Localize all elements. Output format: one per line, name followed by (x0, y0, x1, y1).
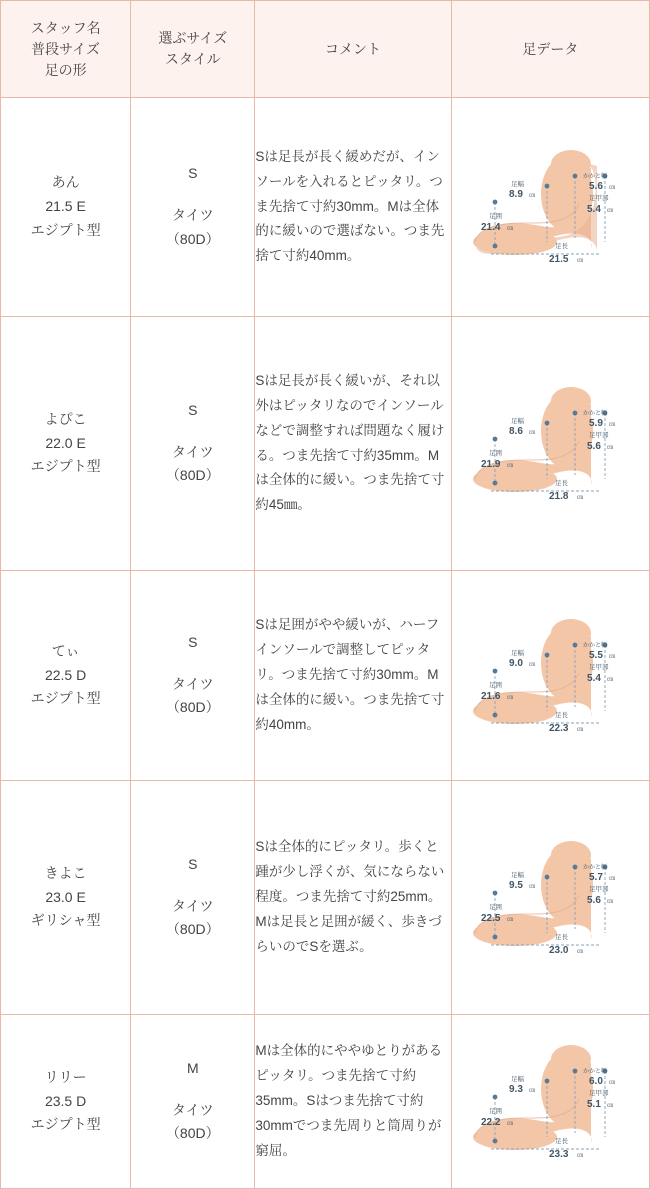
heel-width-label: かかと幅 (583, 1068, 608, 1075)
table-row (1, 1015, 650, 1189)
foot-width-unit: ㎝ (529, 1087, 536, 1094)
foot-data-cell (451, 98, 649, 317)
column-header-comment (255, 1, 451, 98)
foot-diagram (455, 833, 645, 963)
chosen-size-cell (131, 571, 255, 781)
staff-foot-shape: エジプト型 (30, 221, 101, 238)
heel-width-unit: ㎝ (609, 185, 616, 191)
instep-value: 5.4 (587, 204, 602, 215)
girth-label: 足囲 (489, 903, 503, 911)
table-header-row (1, 1, 650, 98)
length-label: 足長 (555, 1137, 569, 1145)
length-unit: ㎝ (577, 258, 584, 264)
foot-width-unit: ㎝ (529, 661, 536, 668)
foot-data-cell (451, 781, 649, 1015)
instep-value: 5.4 (587, 672, 602, 684)
staff-name: リリー (44, 1068, 87, 1085)
heel-width-value: 6.0 (589, 1075, 604, 1087)
comment-cell: Sは足長が長く緩いが、それ以外はピッタリなのでインソールなどで調整すれば問題なく履ける。つま先捨て寸約35mm。Mは全体的に緩い。つま先捨て寸約45㎜。 (255, 317, 451, 571)
girth-label: 足囲 (489, 681, 503, 689)
instep-unit: ㎝ (607, 898, 614, 905)
column-header-comment-line1: コメント (325, 40, 382, 57)
staff-foot-shape: エジプト型 (30, 1116, 101, 1133)
column-header-footdata (451, 1, 649, 98)
heel-width-label: かかと幅 (583, 174, 608, 180)
length-label: 足長 (555, 479, 569, 487)
girth-value: 21.6 (481, 690, 501, 702)
length-label: 足長 (555, 711, 569, 719)
comment-cell: Sは足囲がやや緩いが、ハーフインソールで調整してピッタリ。つま先捨て寸約30mm。Mは全体的に緩い。つま先捨て寸約40mm。 (255, 571, 451, 781)
heel-width-label: かかと幅 (583, 864, 608, 871)
column-header-footdata-line1: 足データ (522, 40, 579, 57)
girth-value: 22.5 (481, 912, 501, 924)
length-unit: ㎝ (577, 494, 584, 501)
style-line2: （80D） (165, 1125, 220, 1142)
staff-usual-size: 22.5 D (44, 666, 87, 683)
girth-unit: ㎝ (507, 1120, 514, 1127)
chosen-size: M (186, 1059, 199, 1076)
heel-width-label: かかと幅 (583, 642, 608, 649)
length-value: 21.5 (549, 254, 569, 265)
heel-width-unit: ㎝ (609, 1079, 616, 1086)
staff-name: てぃ (51, 642, 80, 659)
foot-width-value: 8.9 (509, 189, 524, 200)
foot-data-cell (451, 1015, 649, 1189)
staff-usual-size: 23.0 E (45, 888, 86, 905)
foot-diagram (455, 611, 645, 741)
instep-unit: ㎝ (607, 676, 614, 683)
column-header-staff-line1: スタッフ名 (30, 19, 101, 36)
chosen-size-cell (131, 98, 255, 317)
comment-cell: Sは全体的にピッタリ。歩くと踵が少し浮くが、気にならない程度。つま先捨て寸約25mm。Mは足長と足囲が緩く、歩きづらいのでSを選ぶ。 (255, 781, 451, 1015)
foot-width-label: 足幅 (511, 871, 525, 879)
heel-width-value: 5.6 (589, 181, 604, 192)
staff-foot-shape: エジプト型 (30, 690, 101, 707)
style-line1: タイツ (171, 1101, 214, 1118)
instep-label: 足甲部 (589, 195, 609, 202)
style-line1: タイツ (171, 675, 214, 692)
style-line2: （80D） (165, 230, 220, 247)
instep-value: 5.6 (587, 894, 602, 906)
heel-width-unit: ㎝ (609, 653, 616, 660)
length-unit: ㎝ (577, 948, 584, 955)
heel-width-value: 5.9 (589, 417, 604, 429)
girth-value: 21.9 (481, 458, 501, 470)
length-value: 21.8 (549, 490, 569, 502)
length-value: 22.3 (549, 722, 569, 734)
staff-name: よぴこ (44, 410, 87, 427)
staff-usual-size: 22.0 E (45, 434, 86, 451)
column-header-size-line1: 選ぶサイズ (158, 30, 228, 46)
chosen-size-cell (131, 317, 255, 571)
girth-unit: ㎝ (507, 916, 514, 923)
style-line2: （80D） (165, 921, 220, 938)
style-line1: タイツ (171, 897, 214, 914)
staff-name: あん (51, 174, 80, 191)
instep-unit: ㎝ (607, 444, 614, 451)
column-header-size (131, 1, 255, 98)
table-row (1, 571, 650, 781)
foot-data-cell (451, 317, 649, 571)
staff-foot-shape: ギリシャ型 (30, 912, 101, 929)
heel-width-unit: ㎝ (609, 421, 616, 428)
staff-usual-size: 23.5 D (44, 1092, 87, 1109)
staff-usual-size: 21.5 E (45, 198, 86, 215)
foot-width-value: 9.5 (509, 879, 524, 891)
staff-name: きよこ (44, 864, 87, 881)
foot-width-label: 足幅 (511, 181, 525, 188)
chosen-size: S (188, 401, 198, 418)
foot-width-value: 9.0 (509, 657, 524, 669)
instep-label: 足甲部 (589, 1089, 609, 1097)
girth-label: 足囲 (489, 1107, 503, 1115)
table-row (1, 317, 650, 571)
staff-name-cell (1, 571, 131, 781)
table-row (1, 98, 650, 317)
instep-label: 足甲部 (589, 663, 609, 671)
chosen-size: S (188, 633, 198, 650)
chosen-size-cell (131, 781, 255, 1015)
staff-name-cell (1, 1015, 131, 1189)
chosen-size: S (188, 855, 198, 872)
instep-unit: ㎝ (607, 208, 614, 214)
foot-diagram (455, 142, 645, 272)
foot-diagram (455, 1037, 645, 1167)
column-header-staff (1, 1, 131, 98)
foot-width-label: 足幅 (511, 417, 525, 425)
style-line2: （80D） (165, 467, 220, 484)
heel-width-label: かかと幅 (583, 410, 608, 417)
length-value: 23.0 (549, 944, 569, 956)
chosen-size: S (188, 165, 198, 182)
staff-name-cell (1, 781, 131, 1015)
instep-value: 5.6 (587, 440, 602, 452)
heel-width-value: 5.7 (589, 871, 604, 883)
column-header-size-line2: スタイル (164, 51, 221, 67)
style-line1: タイツ (171, 443, 214, 460)
length-value: 23.3 (549, 1148, 569, 1160)
instep-value: 5.1 (587, 1098, 602, 1110)
staff-foot-shape: エジプト型 (30, 458, 101, 475)
chosen-size-cell (131, 1015, 255, 1189)
girth-label: 足囲 (489, 213, 503, 220)
comment-cell: Mは全体的にややゆとりがあるピッタリ。つま先捨て寸約35mm。Sはつま先捨て寸約30mmでつま先周りと筒周りが窮屈。 (255, 1015, 451, 1189)
instep-label: 足甲部 (589, 431, 609, 439)
length-label: 足長 (555, 243, 569, 250)
column-header-staff-line2: 普段サイズ (31, 40, 101, 57)
girth-unit: ㎝ (507, 226, 514, 232)
foot-diagram (455, 379, 645, 509)
heel-width-unit: ㎝ (609, 875, 616, 882)
table-row (1, 781, 650, 1015)
style-line1: タイツ (171, 207, 214, 224)
foot-width-value: 9.3 (509, 1083, 524, 1095)
foot-width-value: 8.6 (509, 425, 524, 437)
girth-label: 足囲 (489, 449, 503, 457)
length-unit: ㎝ (577, 726, 584, 733)
girth-unit: ㎝ (507, 462, 514, 469)
comment-cell: Sは足長が長く緩めだが、インソールを入れるとピッタリ。つま先捨て寸約30mm。Mは全体的に緩いので選ばない。つま先捨て寸約40mm。 (255, 98, 451, 317)
girth-unit: ㎝ (507, 694, 514, 701)
column-header-staff-line3: 足の形 (44, 61, 87, 78)
foot-width-label: 足幅 (511, 1075, 525, 1083)
foot-width-unit: ㎝ (529, 883, 536, 890)
foot-width-unit: ㎝ (529, 429, 536, 436)
girth-value: 21.4 (481, 222, 501, 233)
style-line2: （80D） (165, 699, 220, 716)
length-unit: ㎝ (577, 1152, 584, 1159)
staff-name-cell (1, 317, 131, 571)
girth-value: 22.2 (481, 1116, 501, 1128)
foot-width-label: 足幅 (511, 649, 525, 657)
staff-name-cell (1, 98, 131, 317)
length-label: 足長 (555, 933, 569, 941)
instep-unit: ㎝ (607, 1102, 614, 1109)
instep-label: 足甲部 (589, 885, 609, 893)
foot-data-cell (451, 571, 649, 781)
heel-width-value: 5.5 (589, 649, 604, 661)
foot-width-unit: ㎝ (529, 193, 536, 199)
